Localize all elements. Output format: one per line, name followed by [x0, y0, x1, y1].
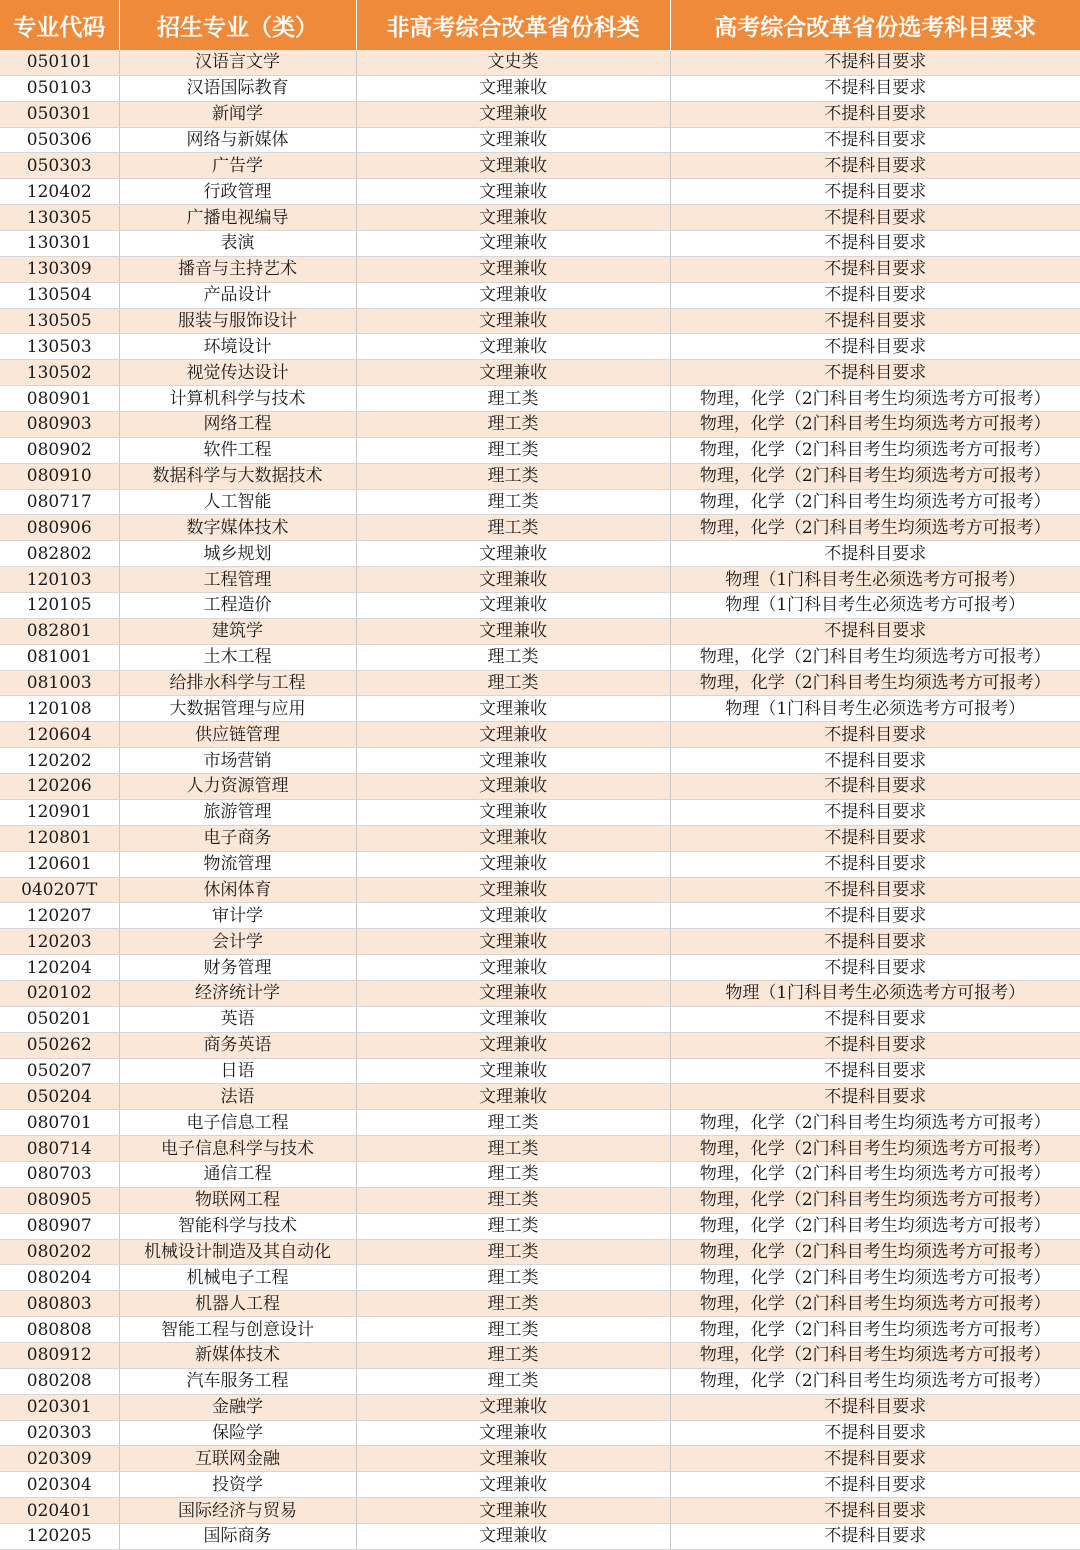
- cell-category: 理工类: [356, 463, 670, 489]
- cell-category: 文理兼收: [356, 334, 670, 360]
- cell-requirement: 物理，化学（2门科目考生均须选考方可报考）: [670, 1110, 1080, 1136]
- cell-requirement: 不提科目要求: [670, 618, 1080, 644]
- cell-category: 理工类: [356, 1110, 670, 1136]
- cell-code: 081001: [0, 644, 119, 670]
- header-code: 专业代码: [0, 0, 119, 50]
- table-row: [0, 644, 1080, 670]
- table-row: [0, 360, 1080, 386]
- cell-name: 广告学: [119, 153, 356, 179]
- cell-requirement: 不提科目要求: [670, 153, 1080, 179]
- cell-name: 工程造价: [119, 593, 356, 619]
- cell-requirement: 物理，化学（2门科目考生均须选考方可报考）: [670, 386, 1080, 412]
- cell-name: 工程管理: [119, 567, 356, 593]
- cell-category: 文理兼收: [356, 1032, 670, 1058]
- cell-requirement: 物理，化学（2门科目考生均须选考方可报考）: [670, 670, 1080, 696]
- cell-category: 文理兼收: [356, 1006, 670, 1032]
- table-row: [0, 1368, 1080, 1394]
- cell-code: 020301: [0, 1394, 119, 1420]
- cell-code: 050204: [0, 1084, 119, 1110]
- cell-code: 080907: [0, 1213, 119, 1239]
- cell-category: 文理兼收: [356, 308, 670, 334]
- cell-category: 文理兼收: [356, 1498, 670, 1524]
- cell-name: 电子信息科学与技术: [119, 1136, 356, 1162]
- cell-name: 通信工程: [119, 1161, 356, 1187]
- cell-code: 120204: [0, 955, 119, 981]
- cell-requirement: 物理，化学（2门科目考生均须选考方可报考）: [670, 1136, 1080, 1162]
- cell-name: 大数据管理与应用: [119, 696, 356, 722]
- cell-requirement: 物理，化学（2门科目考生均须选考方可报考）: [670, 1342, 1080, 1368]
- cell-category: 理工类: [356, 489, 670, 515]
- cell-name: 法语: [119, 1084, 356, 1110]
- cell-category: 理工类: [356, 1317, 670, 1343]
- cell-requirement: 不提科目要求: [670, 799, 1080, 825]
- table-row: [0, 1161, 1080, 1187]
- cell-requirement: 物理，化学（2门科目考生均须选考方可报考）: [670, 412, 1080, 438]
- cell-code: 020102: [0, 980, 119, 1006]
- cell-code: 040207T: [0, 877, 119, 903]
- cell-name: 英语: [119, 1006, 356, 1032]
- table-row: [0, 825, 1080, 851]
- cell-category: 文理兼收: [356, 282, 670, 308]
- cell-requirement: 不提科目要求: [670, 1498, 1080, 1524]
- cell-name: 国际经济与贸易: [119, 1498, 356, 1524]
- cell-code: 082802: [0, 541, 119, 567]
- cell-requirement: 不提科目要求: [670, 955, 1080, 981]
- cell-code: 130505: [0, 308, 119, 334]
- cell-category: 文理兼收: [356, 618, 670, 644]
- cell-name: 电子信息工程: [119, 1110, 356, 1136]
- table-row: [0, 929, 1080, 955]
- cell-requirement: 不提科目要求: [670, 50, 1080, 75]
- table-row: [0, 1213, 1080, 1239]
- cell-name: 播音与主持艺术: [119, 256, 356, 282]
- cell-code: 080901: [0, 386, 119, 412]
- cell-category: 文理兼收: [356, 179, 670, 205]
- cell-name: 视觉传达设计: [119, 360, 356, 386]
- cell-name: 商务英语: [119, 1032, 356, 1058]
- table-row: [0, 127, 1080, 153]
- cell-name: 供应链管理: [119, 722, 356, 748]
- header-requirement: 高考综合改革省份选考科目要求: [670, 0, 1080, 50]
- cell-requirement: 不提科目要求: [670, 101, 1080, 127]
- cell-name: 金融学: [119, 1394, 356, 1420]
- table-row: [0, 1420, 1080, 1446]
- cell-code: 020303: [0, 1420, 119, 1446]
- cell-category: 文理兼收: [356, 774, 670, 800]
- table-row: [0, 334, 1080, 360]
- cell-name: 行政管理: [119, 179, 356, 205]
- cell-name: 旅游管理: [119, 799, 356, 825]
- cell-requirement: 不提科目要求: [670, 541, 1080, 567]
- cell-category: 文理兼收: [356, 153, 670, 179]
- cell-requirement: 不提科目要求: [670, 825, 1080, 851]
- cell-requirement: 不提科目要求: [670, 1394, 1080, 1420]
- table-row: [0, 955, 1080, 981]
- table-row: [0, 1342, 1080, 1368]
- cell-name: 机械设计制造及其自动化: [119, 1239, 356, 1265]
- cell-name: 产品设计: [119, 282, 356, 308]
- cell-requirement: 不提科目要求: [670, 1420, 1080, 1446]
- cell-name: 机械电子工程: [119, 1265, 356, 1291]
- cell-code: 130301: [0, 231, 119, 257]
- cell-code: 120202: [0, 748, 119, 774]
- table-row: [0, 308, 1080, 334]
- cell-code: 020309: [0, 1446, 119, 1472]
- cell-name: 投资学: [119, 1472, 356, 1498]
- cell-category: 理工类: [356, 515, 670, 541]
- table-row: [0, 1058, 1080, 1084]
- table-row: [0, 1239, 1080, 1265]
- table-row: [0, 412, 1080, 438]
- cell-name: 休闲体育: [119, 877, 356, 903]
- table-row: [0, 205, 1080, 231]
- cell-requirement: 物理，化学（2门科目考生均须选考方可报考）: [670, 1291, 1080, 1317]
- cell-code: 050207: [0, 1058, 119, 1084]
- cell-requirement: 不提科目要求: [670, 851, 1080, 877]
- table-row: [0, 748, 1080, 774]
- cell-category: 理工类: [356, 386, 670, 412]
- cell-code: 020304: [0, 1472, 119, 1498]
- cell-requirement: 物理，化学（2门科目考生均须选考方可报考）: [670, 1368, 1080, 1394]
- cell-requirement: 不提科目要求: [670, 75, 1080, 101]
- cell-code: 050201: [0, 1006, 119, 1032]
- cell-category: 文理兼收: [356, 877, 670, 903]
- table-row: [0, 903, 1080, 929]
- cell-requirement: 物理（1门科目考生必须选考方可报考）: [670, 696, 1080, 722]
- cell-name: 网络工程: [119, 412, 356, 438]
- cell-category: 文理兼收: [356, 231, 670, 257]
- cell-category: 文理兼收: [356, 75, 670, 101]
- cell-name: 会计学: [119, 929, 356, 955]
- cell-code: 120604: [0, 722, 119, 748]
- cell-category: 理工类: [356, 1291, 670, 1317]
- cell-category: 文理兼收: [356, 955, 670, 981]
- cell-code: 120108: [0, 696, 119, 722]
- cell-category: 文理兼收: [356, 929, 670, 955]
- cell-category: 文理兼收: [356, 1446, 670, 1472]
- cell-name: 智能工程与创意设计: [119, 1317, 356, 1343]
- cell-name: 汉语言文学: [119, 50, 356, 75]
- cell-code: 130504: [0, 282, 119, 308]
- table-body: [0, 50, 1080, 1549]
- cell-code: 120206: [0, 774, 119, 800]
- cell-name: 国际商务: [119, 1523, 356, 1549]
- cell-category: 文理兼收: [356, 748, 670, 774]
- cell-category: 文理兼收: [356, 1523, 670, 1549]
- table-row: [0, 1523, 1080, 1549]
- cell-requirement: 物理，化学（2门科目考生均须选考方可报考）: [670, 1161, 1080, 1187]
- table-row: [0, 1187, 1080, 1213]
- cell-name: 人工智能: [119, 489, 356, 515]
- cell-requirement: 不提科目要求: [670, 282, 1080, 308]
- cell-code: 050303: [0, 153, 119, 179]
- cell-requirement: 不提科目要求: [670, 1472, 1080, 1498]
- cell-code: 130305: [0, 205, 119, 231]
- table-row: [0, 1110, 1080, 1136]
- cell-category: 文理兼收: [356, 567, 670, 593]
- cell-code: 050262: [0, 1032, 119, 1058]
- table-row: [0, 1446, 1080, 1472]
- cell-name: 电子商务: [119, 825, 356, 851]
- cell-name: 服装与服饰设计: [119, 308, 356, 334]
- cell-name: 软件工程: [119, 437, 356, 463]
- cell-category: 文理兼收: [356, 825, 670, 851]
- table-row: [0, 101, 1080, 127]
- cell-category: 文理兼收: [356, 1084, 670, 1110]
- cell-code: 080910: [0, 463, 119, 489]
- cell-requirement: 不提科目要求: [670, 748, 1080, 774]
- cell-code: 120205: [0, 1523, 119, 1549]
- table-row: [0, 722, 1080, 748]
- cell-category: 理工类: [356, 1187, 670, 1213]
- cell-code: 080906: [0, 515, 119, 541]
- table-row: [0, 774, 1080, 800]
- cell-name: 新闻学: [119, 101, 356, 127]
- cell-code: 080703: [0, 1161, 119, 1187]
- table-row: [0, 153, 1080, 179]
- table-row: [0, 515, 1080, 541]
- cell-code: 120105: [0, 593, 119, 619]
- cell-requirement: 不提科目要求: [670, 205, 1080, 231]
- cell-category: 理工类: [356, 1265, 670, 1291]
- cell-requirement: 物理，化学（2门科目考生均须选考方可报考）: [670, 644, 1080, 670]
- table-row: [0, 1136, 1080, 1162]
- cell-requirement: 不提科目要求: [670, 929, 1080, 955]
- cell-category: 文理兼收: [356, 980, 670, 1006]
- cell-requirement: 不提科目要求: [670, 231, 1080, 257]
- table-row: [0, 851, 1080, 877]
- cell-code: 130502: [0, 360, 119, 386]
- cell-category: 理工类: [356, 1161, 670, 1187]
- cell-requirement: 不提科目要求: [670, 1084, 1080, 1110]
- cell-requirement: 物理，化学（2门科目考生均须选考方可报考）: [670, 1213, 1080, 1239]
- table-row: [0, 696, 1080, 722]
- cell-requirement: 不提科目要求: [670, 179, 1080, 205]
- cell-category: 文史类: [356, 50, 670, 75]
- cell-name: 市场营销: [119, 748, 356, 774]
- table-row: [0, 618, 1080, 644]
- cell-requirement: 物理（1门科目考生必须选考方可报考）: [670, 980, 1080, 1006]
- cell-code: 120402: [0, 179, 119, 205]
- cell-name: 建筑学: [119, 618, 356, 644]
- cell-name: 保险学: [119, 1420, 356, 1446]
- cell-category: 理工类: [356, 1342, 670, 1368]
- cell-name: 广播电视编导: [119, 205, 356, 231]
- cell-code: 130309: [0, 256, 119, 282]
- table-row: [0, 1084, 1080, 1110]
- cell-code: 082801: [0, 618, 119, 644]
- cell-requirement: 物理，化学（2门科目考生均须选考方可报考）: [670, 1187, 1080, 1213]
- cell-requirement: 不提科目要求: [670, 1523, 1080, 1549]
- cell-code: 080905: [0, 1187, 119, 1213]
- cell-requirement: 不提科目要求: [670, 1032, 1080, 1058]
- cell-code: 080912: [0, 1342, 119, 1368]
- table-row: [0, 1498, 1080, 1524]
- cell-category: 文理兼收: [356, 593, 670, 619]
- cell-code: 050101: [0, 50, 119, 75]
- table-row: [0, 1265, 1080, 1291]
- cell-name: 网络与新媒体: [119, 127, 356, 153]
- cell-name: 汉语国际教育: [119, 75, 356, 101]
- cell-requirement: 物理（1门科目考生必须选考方可报考）: [670, 567, 1080, 593]
- table-row: [0, 1291, 1080, 1317]
- cell-category: 理工类: [356, 1368, 670, 1394]
- table-row: [0, 1317, 1080, 1343]
- cell-requirement: 物理，化学（2门科目考生均须选考方可报考）: [670, 1239, 1080, 1265]
- cell-code: 080202: [0, 1239, 119, 1265]
- table-row: [0, 179, 1080, 205]
- cell-code: 120901: [0, 799, 119, 825]
- cell-code: 080717: [0, 489, 119, 515]
- cell-requirement: 不提科目要求: [670, 877, 1080, 903]
- cell-code: 050306: [0, 127, 119, 153]
- cell-requirement: 不提科目要求: [670, 1006, 1080, 1032]
- table-row: [0, 50, 1080, 75]
- cell-category: 文理兼收: [356, 256, 670, 282]
- header-category: 非高考综合改革省份科类: [356, 0, 670, 50]
- cell-requirement: 不提科目要求: [670, 127, 1080, 153]
- table-row: [0, 282, 1080, 308]
- cell-category: 文理兼收: [356, 1472, 670, 1498]
- cell-name: 智能科学与技术: [119, 1213, 356, 1239]
- cell-category: 文理兼收: [356, 1394, 670, 1420]
- cell-code: 081003: [0, 670, 119, 696]
- cell-requirement: 不提科目要求: [670, 1058, 1080, 1084]
- cell-category: 文理兼收: [356, 851, 670, 877]
- cell-category: 文理兼收: [356, 205, 670, 231]
- cell-name: 财务管理: [119, 955, 356, 981]
- cell-requirement: 物理，化学（2门科目考生均须选考方可报考）: [670, 489, 1080, 515]
- cell-requirement: 不提科目要求: [670, 334, 1080, 360]
- table-row: [0, 386, 1080, 412]
- cell-code: 080903: [0, 412, 119, 438]
- table-row: [0, 980, 1080, 1006]
- cell-name: 给排水科学与工程: [119, 670, 356, 696]
- cell-name: 日语: [119, 1058, 356, 1084]
- cell-name: 物流管理: [119, 851, 356, 877]
- table-row: [0, 799, 1080, 825]
- cell-name: 机器人工程: [119, 1291, 356, 1317]
- cell-requirement: 物理，化学（2门科目考生均须选考方可报考）: [670, 437, 1080, 463]
- cell-name: 物联网工程: [119, 1187, 356, 1213]
- cell-category: 文理兼收: [356, 696, 670, 722]
- cell-category: 理工类: [356, 670, 670, 696]
- table-row: [0, 463, 1080, 489]
- cell-name: 人力资源管理: [119, 774, 356, 800]
- cell-category: 理工类: [356, 644, 670, 670]
- table-row: [0, 256, 1080, 282]
- cell-code: 080204: [0, 1265, 119, 1291]
- cell-category: 文理兼收: [356, 799, 670, 825]
- cell-requirement: 不提科目要求: [670, 722, 1080, 748]
- cell-requirement: 物理，化学（2门科目考生均须选考方可报考）: [670, 463, 1080, 489]
- cell-name: 数据科学与大数据技术: [119, 463, 356, 489]
- table-row: [0, 231, 1080, 257]
- cell-name: 互联网金融: [119, 1446, 356, 1472]
- table-row: [0, 593, 1080, 619]
- table-row: [0, 489, 1080, 515]
- table-row: [0, 877, 1080, 903]
- cell-code: 080714: [0, 1136, 119, 1162]
- cell-name: 环境设计: [119, 334, 356, 360]
- cell-requirement: 不提科目要求: [670, 360, 1080, 386]
- table-row: [0, 437, 1080, 463]
- cell-category: 文理兼收: [356, 360, 670, 386]
- cell-requirement: 不提科目要求: [670, 774, 1080, 800]
- cell-code: 050301: [0, 101, 119, 127]
- table-row: [0, 670, 1080, 696]
- cell-category: 文理兼收: [356, 1058, 670, 1084]
- cell-requirement: 不提科目要求: [670, 308, 1080, 334]
- cell-code: 080701: [0, 1110, 119, 1136]
- table-row: [0, 75, 1080, 101]
- cell-code: 080902: [0, 437, 119, 463]
- cell-code: 080208: [0, 1368, 119, 1394]
- cell-requirement: 物理，化学（2门科目考生均须选考方可报考）: [670, 515, 1080, 541]
- cell-code: 120203: [0, 929, 119, 955]
- cell-category: 文理兼收: [356, 1420, 670, 1446]
- cell-category: 理工类: [356, 1213, 670, 1239]
- cell-name: 新媒体技术: [119, 1342, 356, 1368]
- cell-name: 计算机科学与技术: [119, 386, 356, 412]
- table-row: [0, 1032, 1080, 1058]
- cell-requirement: 不提科目要求: [670, 1446, 1080, 1472]
- cell-name: 表演: [119, 231, 356, 257]
- cell-code: 120207: [0, 903, 119, 929]
- table-row: [0, 1394, 1080, 1420]
- table-row: [0, 1472, 1080, 1498]
- cell-category: 文理兼收: [356, 101, 670, 127]
- cell-category: 文理兼收: [356, 722, 670, 748]
- cell-category: 文理兼收: [356, 541, 670, 567]
- table-row: [0, 567, 1080, 593]
- cell-requirement: 物理，化学（2门科目考生均须选考方可报考）: [670, 1265, 1080, 1291]
- cell-category: 理工类: [356, 437, 670, 463]
- cell-category: 理工类: [356, 1136, 670, 1162]
- cell-category: 理工类: [356, 412, 670, 438]
- cell-category: 文理兼收: [356, 903, 670, 929]
- cell-code: 130503: [0, 334, 119, 360]
- cell-code: 120103: [0, 567, 119, 593]
- cell-requirement: 物理，化学（2门科目考生均须选考方可报考）: [670, 1317, 1080, 1343]
- cell-name: 汽车服务工程: [119, 1368, 356, 1394]
- header-name: 招生专业（类）: [119, 0, 356, 50]
- cell-code: 050103: [0, 75, 119, 101]
- cell-category: 理工类: [356, 1239, 670, 1265]
- cell-requirement: 物理（1门科目考生必须选考方可报考）: [670, 593, 1080, 619]
- cell-requirement: 不提科目要求: [670, 903, 1080, 929]
- cell-name: 经济统计学: [119, 980, 356, 1006]
- cell-code: 020401: [0, 1498, 119, 1524]
- table-row: [0, 1006, 1080, 1032]
- cell-name: 城乡规划: [119, 541, 356, 567]
- cell-code: 120801: [0, 825, 119, 851]
- cell-category: 文理兼收: [356, 127, 670, 153]
- header-row: [0, 0, 1080, 50]
- cell-code: 120601: [0, 851, 119, 877]
- cell-code: 080803: [0, 1291, 119, 1317]
- cell-name: 土木工程: [119, 644, 356, 670]
- cell-requirement: 不提科目要求: [670, 256, 1080, 282]
- table-row: [0, 541, 1080, 567]
- cell-name: 审计学: [119, 903, 356, 929]
- cell-name: 数字媒体技术: [119, 515, 356, 541]
- cell-code: 080808: [0, 1317, 119, 1343]
